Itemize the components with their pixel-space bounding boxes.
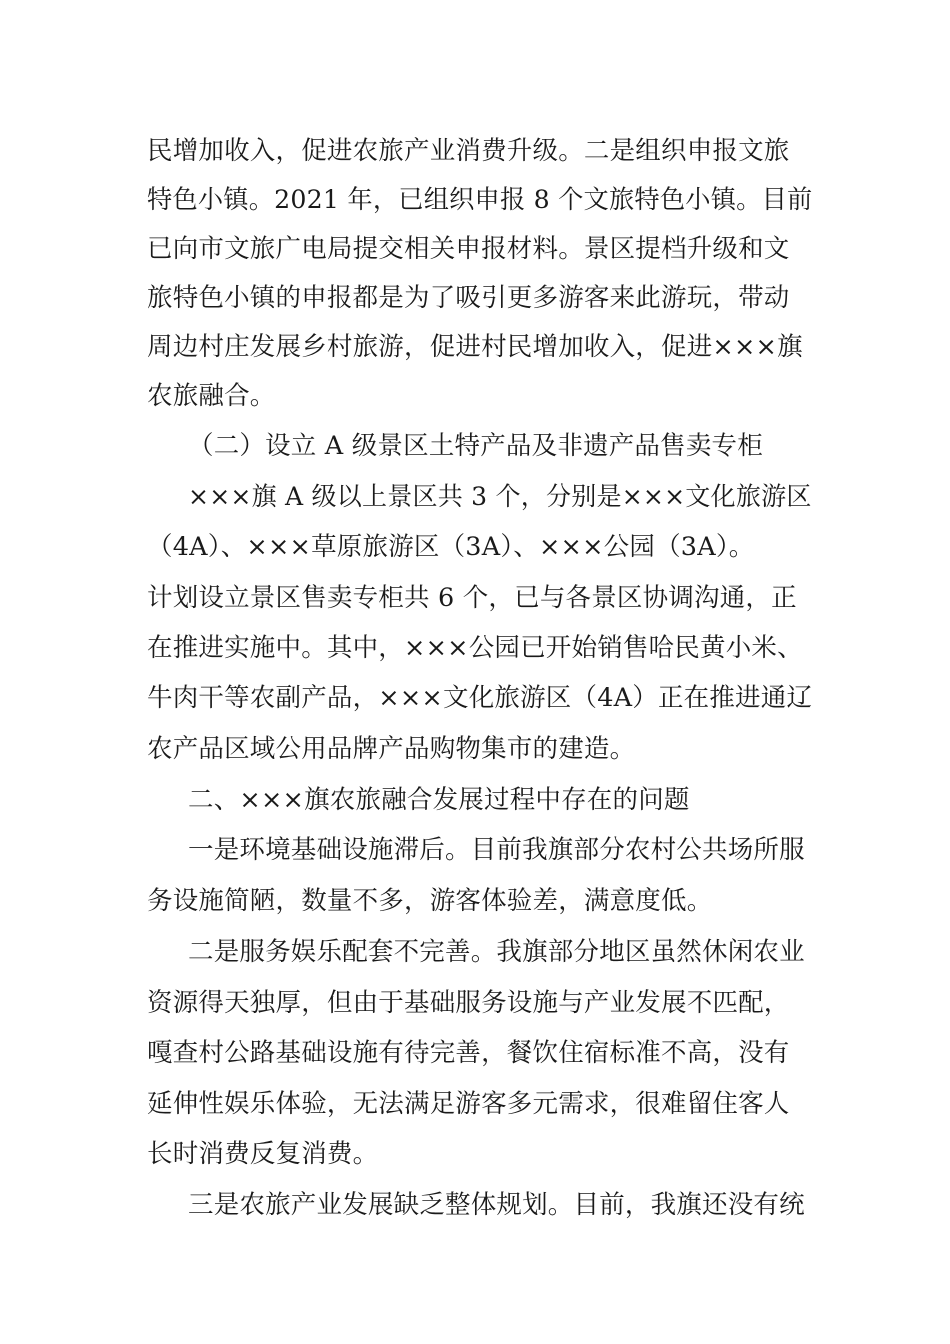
- text-line: 民增加收入，促进农旅产业消费升级。二是组织申报文旅: [147, 136, 790, 166]
- text-line: 务设施简陋，数量不多，游客体验差，满意度低。: [147, 886, 713, 916]
- text-line: 特色小镇。2021 年，已组织申报 8 个文旅特色小镇。目前: [147, 185, 813, 215]
- text-line: ×××旗 A 级以上景区共 3 个，分别是×××文化旅游区: [188, 482, 812, 512]
- text-line: 计划设立景区售卖专柜共 6 个，已与各景区协调沟通，正: [147, 583, 797, 613]
- text-line: 延伸性娱乐体验，无法满足游客多元需求，很难留住客人: [147, 1089, 790, 1119]
- text-line: 资源得天独厚，但由于基础服务设施与产业发展不匹配，: [147, 988, 790, 1018]
- text-line: 一是环境基础设施滞后。目前我旗部分农村公共场所服: [188, 835, 805, 865]
- text-line: 农产品区域公用品牌产品购物集市的建造。: [147, 734, 636, 764]
- text-line: 农旅融合。: [147, 381, 276, 411]
- text-line: 嘎查村公路基础设施有待完善，餐饮住宿标准不高，没有: [147, 1038, 790, 1068]
- text-line: （4A）、×××草原旅游区（3A）、×××公园（3A）。: [147, 532, 755, 562]
- section-heading: 二、×××旗农旅融合发展过程中存在的问题: [188, 785, 690, 815]
- text-line: 在推进实施中。其中，×××公园已开始销售哈民黄小米、: [147, 633, 803, 663]
- section-heading: （二）设立 A 级景区土特产品及非遗产品售卖专柜: [188, 431, 763, 461]
- text-line: 长时消费反复消费。: [147, 1139, 379, 1169]
- text-line: 三是农旅产业发展缺乏整体规划。目前，我旗还没有统: [188, 1190, 805, 1220]
- text-line: 旅特色小镇的申报都是为了吸引更多游客来此游玩，带动: [147, 283, 790, 313]
- text-line: 牛肉干等农副产品，×××文化旅游区（4A）正在推进通辽: [147, 683, 813, 713]
- text-line: 周边村庄发展乡村旅游，促进村民增加收入，促进×××旗: [147, 332, 803, 362]
- text-line: 二是服务娱乐配套不完善。我旗部分地区虽然休闲农业: [188, 937, 805, 967]
- text-line: 已向市文旅广电局提交相关申报材料。景区提档升级和文: [147, 234, 790, 264]
